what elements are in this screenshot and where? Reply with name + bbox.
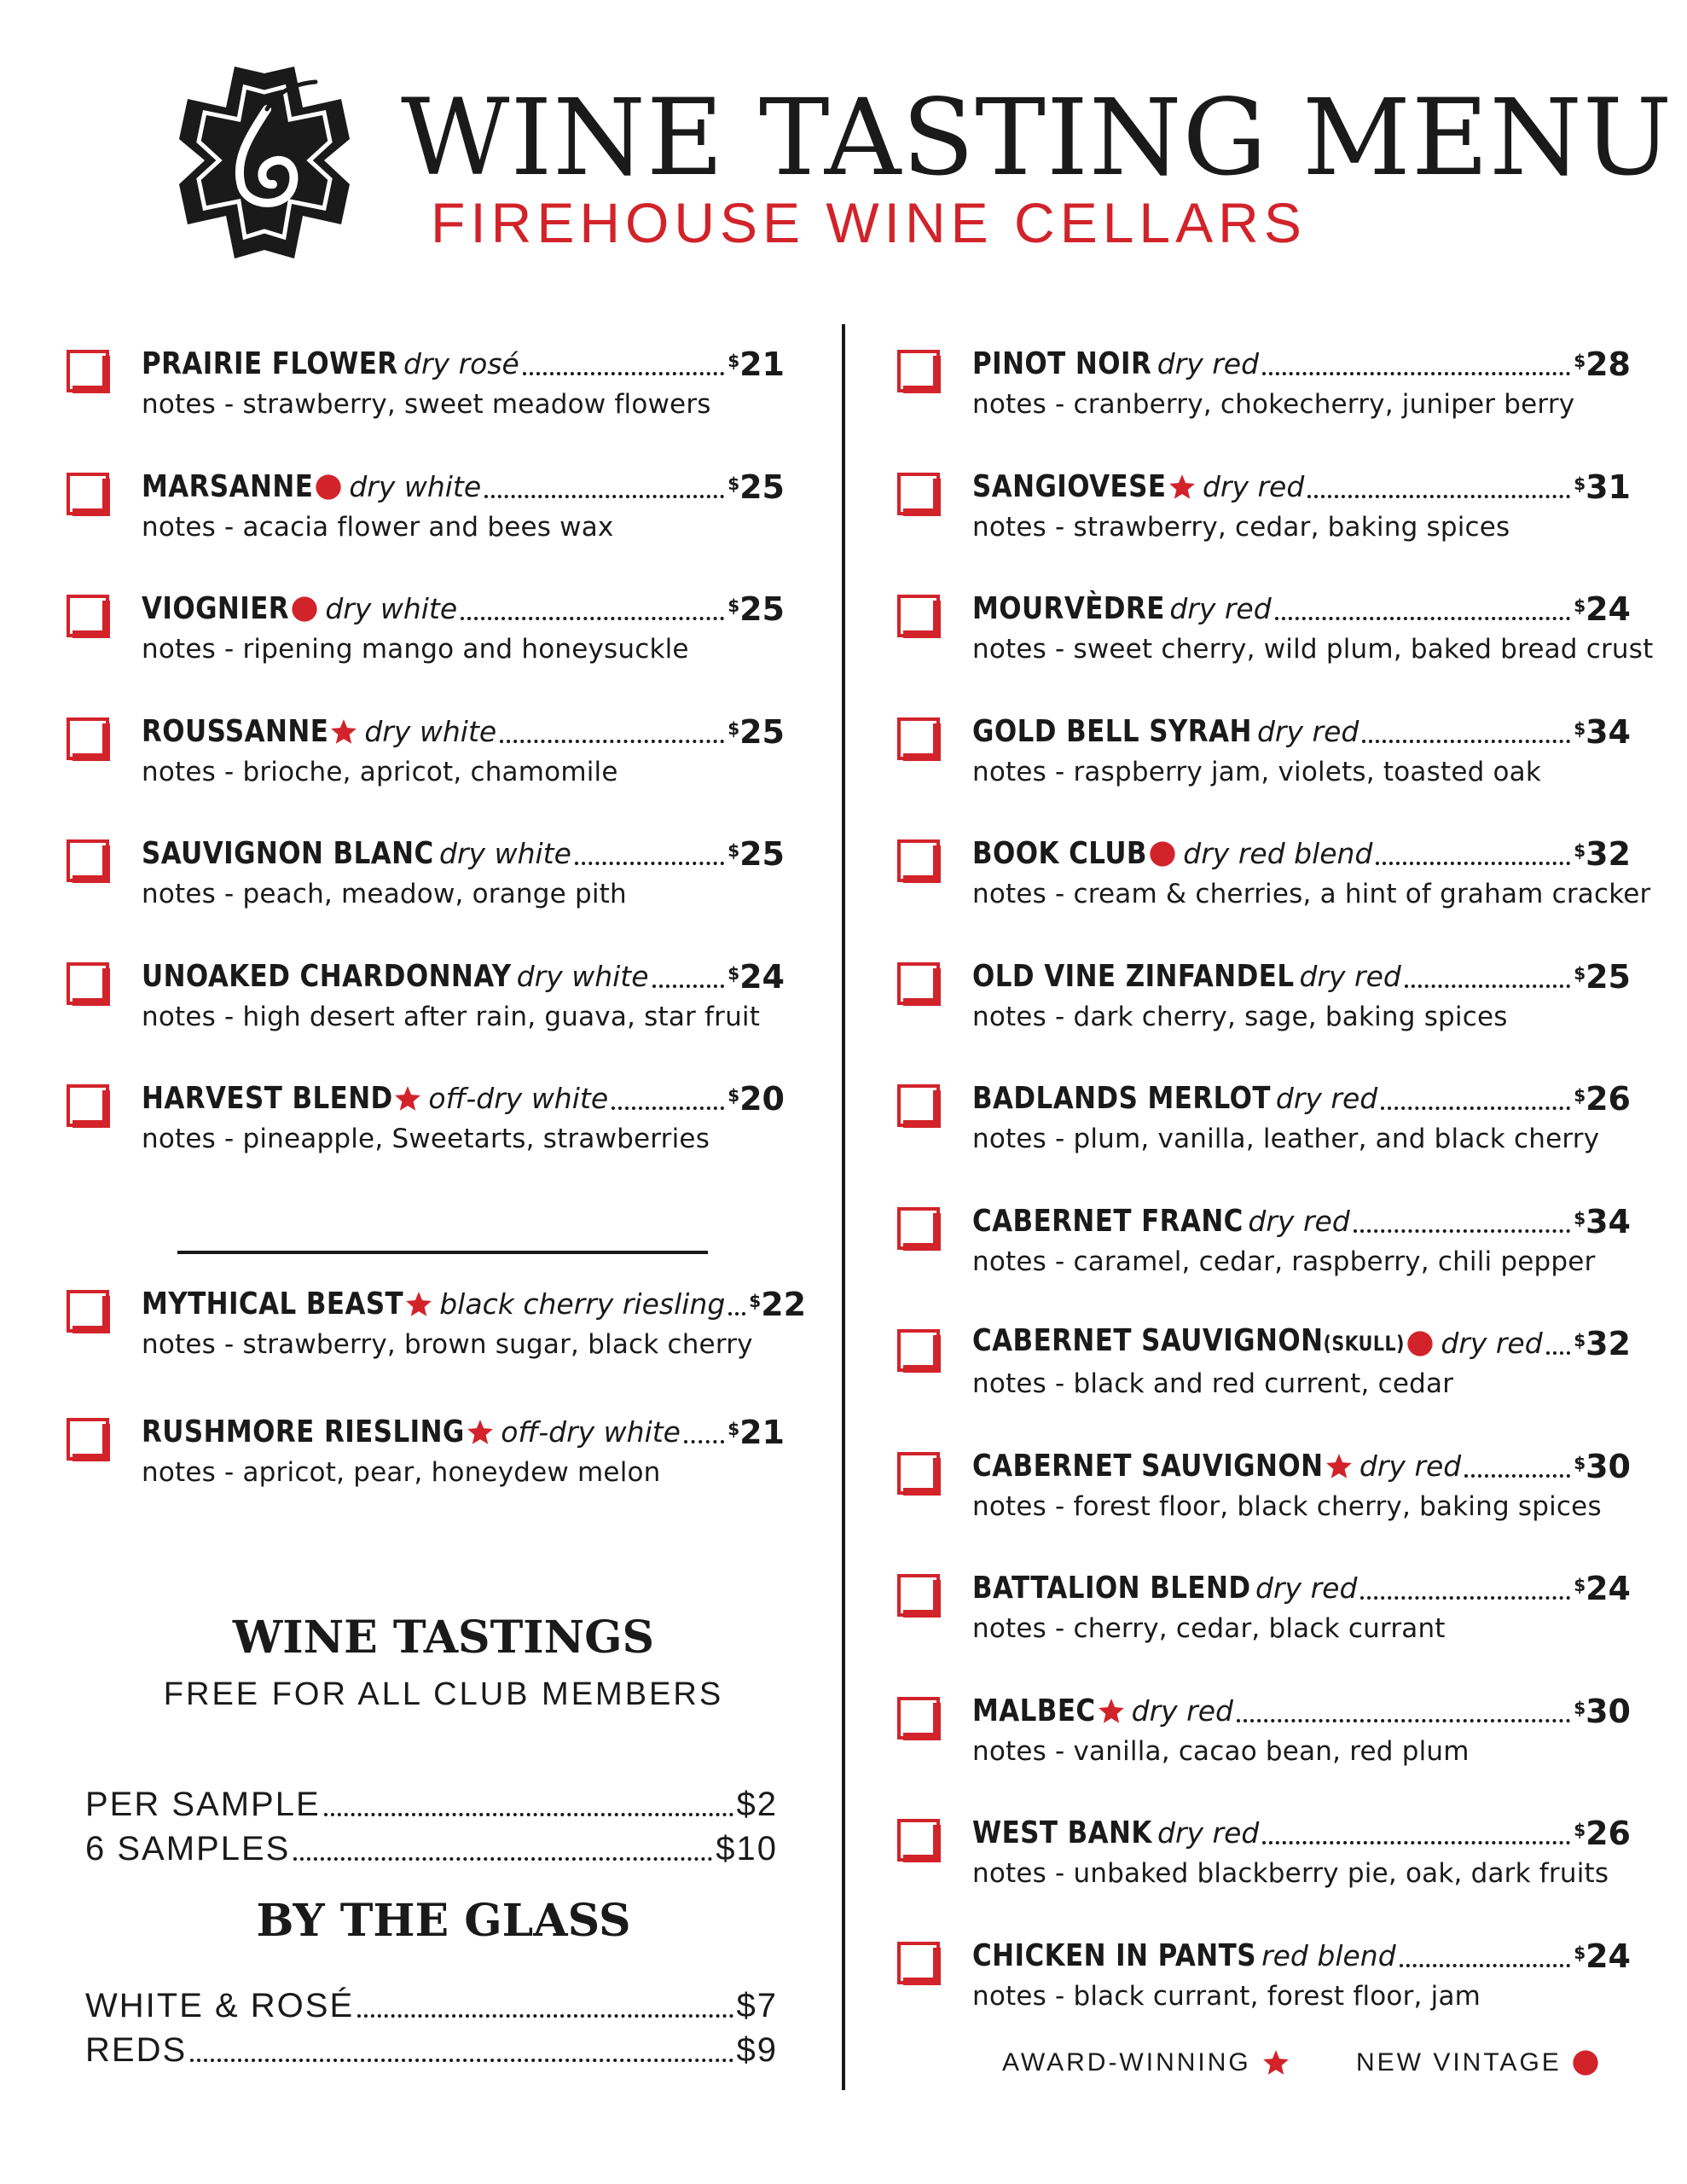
leader-dots (324, 1813, 733, 1816)
wine-line (142, 583, 785, 629)
wine-item[interactable] (897, 1930, 1631, 2032)
award-star-icon (466, 1418, 495, 1447)
wine-name: RUSHMORE RIESLING (142, 1414, 465, 1449)
tastings-title: WINE TASTINGS (232, 1612, 655, 1664)
wine-name: VIOGNIER (142, 591, 290, 626)
wine-type: dry white (325, 592, 458, 625)
glass-price: $9 (736, 2031, 778, 2069)
wine-price: $25 (728, 590, 785, 628)
award-mark (1167, 468, 1197, 507)
wine-line (142, 1406, 785, 1452)
wine-notes: notes - forest floor, black cherry, baking spices (972, 1490, 1602, 1522)
wine-price: $28 (1574, 346, 1631, 383)
tastings-subtitle: FREE FOR ALL CLUB MEMBERS (163, 1676, 724, 1712)
wine-price: $24 (1574, 590, 1631, 628)
leader-dots (1275, 617, 1571, 620)
wine-type: dry red (1275, 1082, 1378, 1115)
leader-dots (523, 372, 724, 375)
wine-notes: notes - dark cherry, sage, baking spices (972, 1001, 1508, 1032)
leader-dots (1464, 1474, 1570, 1478)
wine-type: dry red (1359, 1449, 1462, 1483)
wine-price: $32 (1574, 1325, 1631, 1362)
wine-type: dry red (1441, 1327, 1543, 1360)
award-star-icon (1097, 1697, 1126, 1726)
award-mark (1324, 1447, 1354, 1486)
wine-item[interactable] (897, 338, 1631, 440)
leader-dots (293, 1857, 712, 1861)
wine-price: $25 (728, 835, 785, 873)
wine-checkbox[interactable] (897, 350, 942, 394)
wine-checkbox[interactable] (897, 839, 942, 884)
wine-checkbox[interactable] (67, 595, 111, 639)
wine-notes: notes - black and red current, cedar (972, 1368, 1454, 1399)
leader-dots (684, 1440, 724, 1443)
wine-notes: notes - unbaked blackberry pie, oak, dark fruits (972, 1858, 1609, 1889)
glass-label: REDS (85, 2031, 188, 2069)
leader-dots (1360, 1596, 1570, 1600)
wine-notes: notes - strawberry, brown sugar, black cherry (142, 1329, 753, 1360)
wine-name: MARSANNE (142, 468, 314, 504)
wine-checkbox[interactable] (67, 962, 111, 1007)
wine-price: $32 (1574, 835, 1631, 873)
page-subtitle: FIREHOUSE WINE CELLARS (431, 191, 1307, 254)
wine-notes: notes - strawberry, cedar, baking spices (972, 511, 1510, 543)
new-vintage-dot-icon (315, 473, 342, 501)
wine-item[interactable] (67, 1278, 807, 1380)
wine-line (142, 1072, 785, 1118)
wine-type: dry red (1169, 592, 1272, 625)
wine-name: MYTHICAL BEAST (142, 1287, 404, 1321)
wine-item[interactable] (67, 1406, 785, 1508)
new-vintage-dot-icon (291, 595, 318, 623)
wine-item[interactable] (897, 950, 1631, 1053)
wine-item[interactable] (67, 950, 785, 1053)
leader-dots (500, 740, 724, 743)
wine-line (972, 1072, 1631, 1118)
tasting-label: PER SAMPLE (85, 1786, 321, 1823)
award-star-icon (393, 1084, 422, 1113)
wine-line (972, 1930, 1631, 1976)
left-column (0, 0, 836, 2184)
wine-name: MOURVÈDRE (972, 591, 1165, 626)
wine-item[interactable] (897, 1072, 1631, 1175)
wine-item[interactable] (67, 706, 785, 808)
award-star-icon (1325, 1452, 1354, 1481)
wine-checkbox[interactable] (897, 1942, 942, 1986)
glass-label: WHITE & ROSÉ (85, 1987, 355, 2024)
wine-checkbox[interactable] (897, 1207, 942, 1252)
wine-price: $34 (1574, 712, 1631, 751)
wine-notes: notes - ripening mango and honeysuckle (142, 634, 689, 665)
wine-checkbox[interactable] (897, 1329, 942, 1374)
wine-item[interactable] (67, 828, 785, 930)
wine-item[interactable] (897, 461, 1631, 563)
wine-notes: notes - sweet cherry, wild plum, baked bread crust (972, 634, 1654, 665)
wine-name: GOLD BELL SYRAH (972, 713, 1252, 749)
leader-dots (1546, 1351, 1571, 1355)
new-vintage-mark (1147, 834, 1178, 874)
wine-name: WEST BANK (972, 1815, 1152, 1850)
wine-line (142, 1278, 807, 1324)
award-mark (465, 1413, 496, 1452)
wine-checkbox[interactable] (67, 1418, 111, 1462)
wine-line (972, 338, 1631, 384)
wine-item[interactable] (897, 1440, 1631, 1542)
legend-new-vintage (1356, 2046, 1599, 2080)
wine-checkbox[interactable] (897, 1697, 942, 1741)
wine-price: $20 (728, 1080, 785, 1118)
wine-notes: notes - vanilla, cacao bean, red plum (972, 1735, 1470, 1767)
leader-dots (1354, 1229, 1570, 1233)
wine-notes: notes - high desert after rain, guava, star fruit (142, 1001, 761, 1032)
wine-type: off-dry white (501, 1415, 681, 1449)
section-rule (177, 1251, 708, 1254)
wine-item[interactable] (897, 1562, 1631, 1664)
wine-checkbox[interactable] (897, 1574, 942, 1618)
wine-name: CHICKEN IN PANTS (972, 1937, 1256, 1973)
award-mark (403, 1285, 434, 1324)
wine-notes: notes - brioche, apricot, chamomile (142, 756, 618, 787)
wine-price: $30 (1574, 1447, 1631, 1485)
wine-line (972, 706, 1631, 752)
leader-dots (1362, 740, 1570, 743)
wine-type: dry red (1255, 1571, 1358, 1605)
wine-line (972, 1562, 1631, 1608)
wine-line (142, 461, 785, 507)
leader-dots (1381, 1107, 1570, 1110)
wine-item[interactable] (897, 1317, 1631, 1420)
leader-dots (357, 2014, 733, 2018)
glass-title: BY THE GLASS (256, 1895, 631, 1947)
wine-item[interactable] (67, 1072, 785, 1175)
wine-name: CABERNET SAUVIGNON (972, 1448, 1324, 1484)
award-mark (1096, 1692, 1127, 1731)
leader-dots (575, 862, 724, 865)
legend-award (1002, 2046, 1290, 2080)
wine-line (972, 583, 1631, 629)
wine-type: dry rosé (403, 347, 519, 380)
wine-name-suffix: (SKULL) (1323, 1332, 1405, 1356)
wine-checkbox[interactable] (897, 595, 942, 639)
tasting-row-6-samples (85, 1829, 778, 1868)
wine-line (972, 950, 1631, 996)
new-vintage-mark (313, 468, 344, 507)
wine-type: dry white (364, 714, 497, 748)
wine-notes: notes - pineapple, Sweetarts, strawberries (142, 1124, 710, 1154)
wine-price: $31 (1574, 468, 1631, 506)
wine-price: $22 (749, 1286, 807, 1323)
leader-dots (1400, 1964, 1571, 1967)
new-vintage-dot-icon (1149, 840, 1176, 868)
leader-dots (612, 1107, 724, 1110)
wine-checkbox[interactable] (67, 473, 111, 517)
wine-name: HARVEST BLEND (142, 1081, 393, 1116)
wine-checkbox[interactable] (897, 1819, 942, 1863)
wine-name: UNOAKED CHARDONNAY (142, 958, 512, 994)
wine-line (972, 461, 1631, 507)
legend-new-label: NEW VINTAGE (1356, 2048, 1562, 2077)
star-icon (1261, 2048, 1290, 2077)
wine-notes: notes - strawberry, sweet meadow flowers (142, 389, 711, 420)
wine-line (142, 706, 785, 752)
tasting-row-per-sample (85, 1785, 778, 1824)
wine-type: dry red (1202, 469, 1305, 503)
wine-name: BATTALION BLEND (972, 1571, 1251, 1606)
wine-line (142, 338, 785, 384)
wine-line (142, 828, 785, 874)
wine-price: $25 (1574, 957, 1631, 996)
wine-item[interactable] (897, 583, 1654, 685)
wine-name: BADLANDS MERLOT (972, 1081, 1271, 1116)
wine-name: CABERNET FRANC (972, 1203, 1244, 1239)
leader-dots (461, 617, 724, 620)
leader-dots (1262, 372, 1570, 375)
wine-name: BOOK CLUB (972, 836, 1147, 871)
wine-line (142, 950, 785, 996)
wine-item[interactable] (897, 828, 1651, 930)
wine-price: $21 (728, 346, 785, 383)
wine-checkbox[interactable] (897, 962, 942, 1007)
wine-price: $24 (728, 957, 785, 996)
wine-item[interactable] (897, 1685, 1631, 1787)
wine-checkbox[interactable] (67, 717, 111, 762)
wine-line (972, 1195, 1631, 1241)
wine-checkbox[interactable] (897, 1084, 942, 1129)
wine-checkbox[interactable] (897, 1452, 942, 1496)
wine-price: $26 (1574, 1815, 1631, 1852)
wine-name: CABERNET SAUVIGNON(SKULL) (972, 1323, 1405, 1358)
wine-notes: notes - caramel, cedar, raspberry, chili pepper (972, 1246, 1596, 1277)
page-title: WINE TASTING MENU (401, 77, 1673, 200)
glass-row-reds (85, 2030, 778, 2070)
award-star-icon (1168, 473, 1197, 502)
tasting-price: $2 (736, 1786, 778, 1823)
wine-checkbox[interactable] (67, 839, 111, 884)
new-vintage-mark (1405, 1324, 1435, 1363)
award-star-icon (404, 1290, 433, 1319)
right-column (844, 0, 1687, 2184)
wine-checkbox[interactable] (897, 473, 942, 517)
wine-notes: notes - plum, vanilla, leather, and black cherry (972, 1124, 1600, 1154)
leader-dots (1262, 1841, 1570, 1844)
leader-dots (728, 1312, 745, 1316)
wine-type: dry red (1131, 1693, 1233, 1728)
wine-checkbox[interactable] (67, 350, 111, 394)
wine-price: $24 (1574, 1570, 1631, 1607)
award-mark (392, 1079, 423, 1118)
wine-name: SANGIOVESE (972, 468, 1167, 504)
leader-dots (1376, 862, 1570, 865)
wine-name: MALBEC (972, 1693, 1096, 1728)
wine-price: $25 (728, 712, 785, 751)
wine-type: dry red (1157, 1816, 1260, 1850)
wine-type: dry red (1256, 714, 1359, 748)
wine-type: off-dry white (428, 1082, 609, 1115)
wine-name: PINOT NOIR (972, 346, 1152, 381)
glass-row-white-rose (85, 1986, 778, 2025)
wine-line (972, 1440, 1631, 1486)
wine-line (972, 1317, 1631, 1363)
wine-price: $26 (1574, 1080, 1631, 1118)
wine-type: dry red (1157, 347, 1260, 380)
wine-name: PRAIRIE FLOWER (142, 346, 398, 381)
wine-type: dry white (439, 837, 571, 870)
wine-type: dry white (516, 959, 649, 993)
tasting-label: 6 SAMPLES (85, 1830, 291, 1867)
wine-notes: notes - cherry, cedar, black currant (972, 1613, 1446, 1644)
wine-notes: notes - peach, meadow, orange pith (142, 879, 627, 909)
wine-notes: notes - black currant, forest floor, jam (972, 1980, 1481, 2012)
new-vintage-dot-icon (1406, 1330, 1434, 1357)
leader-dots (1307, 495, 1570, 498)
award-star-icon (329, 717, 358, 746)
wine-type: dry red (1248, 1204, 1350, 1238)
wine-price: $24 (1574, 1937, 1631, 1975)
legend-award-label: AWARD-WINNING (1002, 2048, 1251, 2077)
wine-checkbox[interactable] (67, 1084, 111, 1129)
wine-checkbox[interactable] (897, 717, 942, 762)
wine-notes: notes - apricot, pear, honeydew melon (142, 1457, 661, 1488)
dot-icon (1572, 2049, 1599, 2077)
leader-dots (1405, 985, 1570, 988)
wine-notes: notes - raspberry jam, violets, toasted oak (972, 756, 1542, 787)
leader-dots (1237, 1719, 1570, 1722)
wine-item[interactable] (67, 461, 785, 563)
wine-price: $34 (1574, 1202, 1631, 1240)
wine-name: SAUVIGNON BLANC (142, 836, 434, 871)
leader-dots (190, 2059, 733, 2062)
wine-price: $30 (1574, 1692, 1631, 1730)
wine-notes: notes - acacia flower and bees wax (142, 511, 614, 543)
wine-name: OLD VINE ZINFANDEL (972, 958, 1295, 994)
wine-item[interactable] (897, 1807, 1631, 1909)
wine-item[interactable] (67, 338, 785, 440)
wine-type: red blend (1261, 1938, 1396, 1972)
tasting-price: $10 (716, 1830, 778, 1867)
leader-dots (652, 985, 725, 988)
wine-type: dry red blend (1183, 837, 1373, 870)
wine-line (972, 828, 1631, 874)
wine-type: black cherry riesling (439, 1287, 726, 1321)
wine-item[interactable] (67, 583, 785, 685)
new-vintage-mark (289, 590, 320, 629)
wine-checkbox[interactable] (67, 1290, 111, 1334)
wine-item[interactable] (897, 1195, 1631, 1298)
wine-line (972, 1685, 1631, 1731)
wine-price: $25 (728, 468, 785, 506)
wine-line (972, 1807, 1631, 1853)
wine-price: $21 (728, 1414, 785, 1451)
wine-item[interactable] (897, 706, 1631, 808)
wine-type: dry red (1299, 959, 1401, 993)
wine-notes: notes - cream & cherries, a hint of graham cracker (972, 879, 1651, 909)
wine-name: ROUSSANNE (142, 713, 329, 749)
leader-dots (484, 495, 724, 498)
award-mark (328, 712, 359, 752)
wine-notes: notes - cranberry, chokecherry, juniper berry (972, 389, 1575, 420)
glass-price: $7 (736, 1987, 778, 2024)
wine-type: dry white (349, 469, 482, 503)
